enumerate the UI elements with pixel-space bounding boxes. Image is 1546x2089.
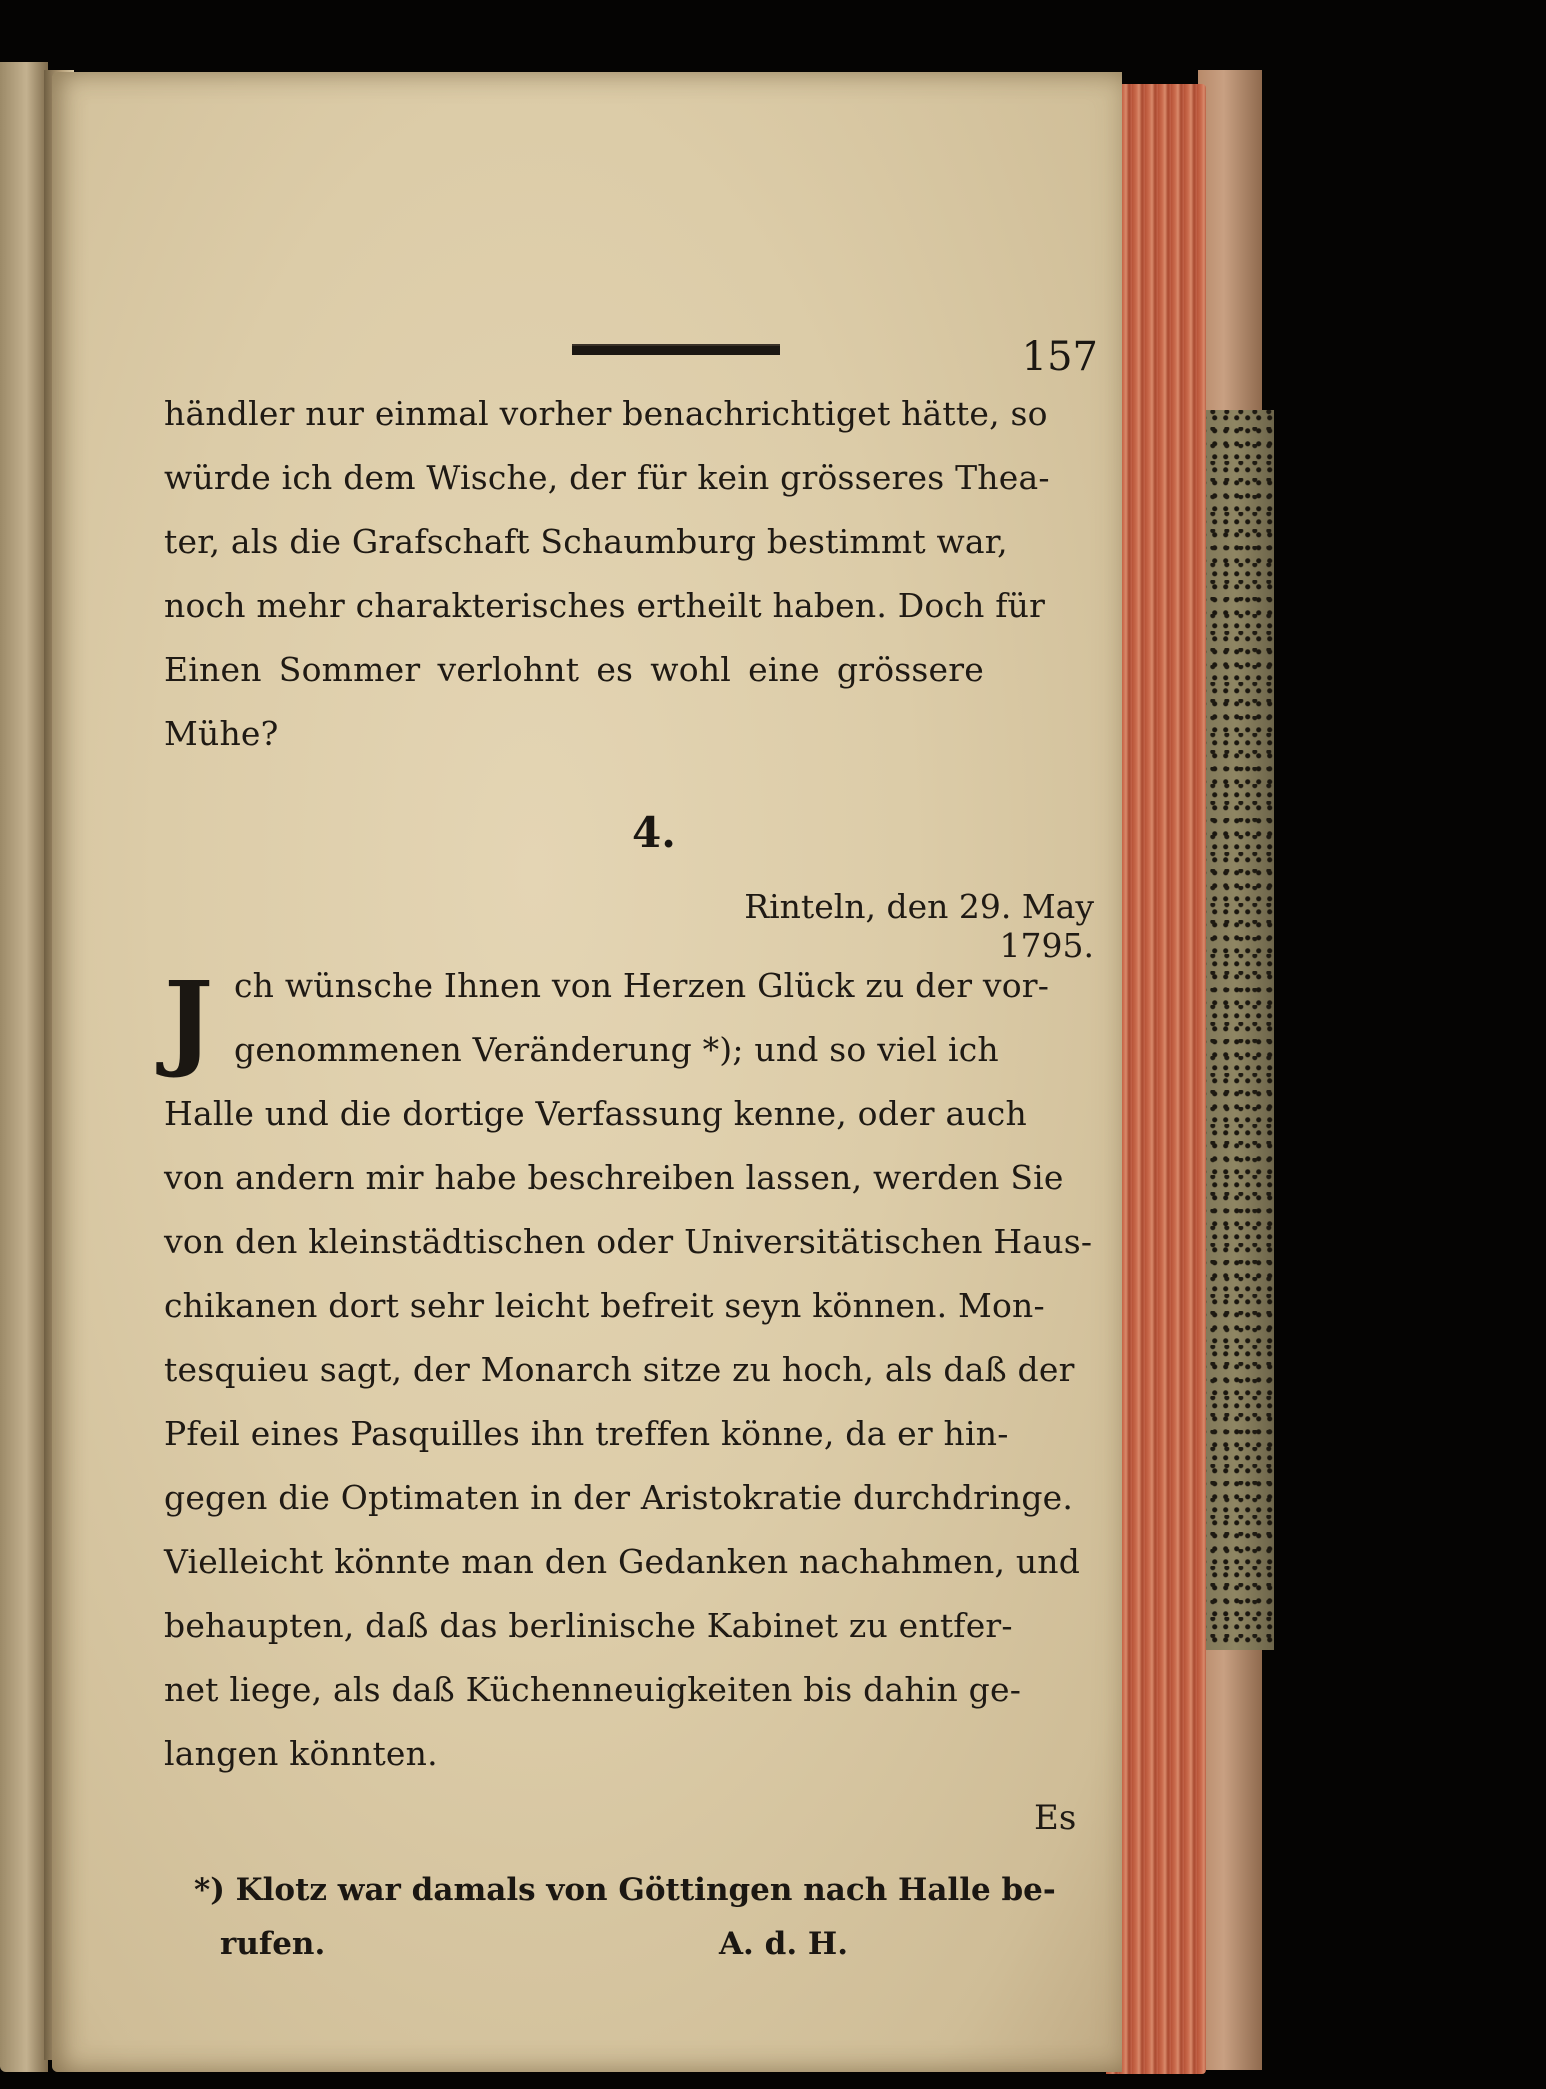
text-line: langen könnten.	[164, 1734, 438, 1773]
text-line: Halle und die dortige Verfassung kenne, oder auch	[164, 1094, 1027, 1133]
header-rule	[572, 344, 780, 355]
text-line: Einen Sommer verlohnt es wohl eine grössere	[164, 650, 984, 689]
text-line: gegen die Optimaten in der Aristokratie durchdringe.	[164, 1478, 1074, 1517]
text-line: net liege, als daß Küchenneuigkeiten bis dahin ge-	[164, 1670, 1022, 1709]
text-line: genommenen Veränderung *); und so viel ich	[234, 1030, 999, 1069]
text-line: ter, als die Grafschaft Schaumburg bestimmt war,	[164, 522, 1008, 561]
text-line: chikanen dort sehr leicht befreit seyn können. Mon-	[164, 1286, 1045, 1325]
footnote-line: rufen.	[220, 1926, 326, 1962]
text-line: Mühe?	[164, 714, 279, 753]
text-line: behaupten, daß das berlinische Kabinet zu entfer-	[164, 1606, 1013, 1645]
text-line: von den kleinstädtischen oder Universitätischen Haus-	[164, 1222, 1093, 1261]
text-line: händler nur einmal vorher benachrichtiget hätte, so	[164, 394, 1048, 433]
text-line: Pfeil eines Pasquilles ihn treffen könne, da er hin-	[164, 1414, 1009, 1453]
footnote-signature: A. d. H.	[719, 1926, 848, 1962]
section-number: 4.	[632, 808, 676, 857]
text-line: würde ich dem Wische, der für kein grösseres Thea-	[164, 458, 1050, 497]
previous-page-edge	[0, 62, 48, 2072]
footnote-line: *) Klotz war damals von Göttingen nach Halle be-	[194, 1872, 1056, 1908]
page	[52, 72, 1122, 2072]
letter-dateline: Rinteln, den 29. May 1795.	[744, 887, 1094, 965]
text-line: Vielleicht könnte man den Gedanken nachahmen, und	[164, 1542, 1081, 1581]
drop-cap: J	[164, 958, 214, 1081]
text-line: von andern mir habe beschreiben lassen, werden Sie	[164, 1158, 1064, 1197]
marbled-cover-board	[1196, 410, 1274, 1650]
catchword: Es	[1034, 1798, 1077, 1838]
page-number: 157	[1021, 334, 1098, 380]
text-line: tesquieu sagt, der Monarch sitze zu hoch, als daß der	[164, 1350, 1075, 1389]
text-line: noch mehr charakterisches ertheilt haben. Doch für	[164, 586, 1046, 625]
text-line: ch wünsche Ihnen von Herzen Glück zu der vor-	[234, 966, 1050, 1005]
